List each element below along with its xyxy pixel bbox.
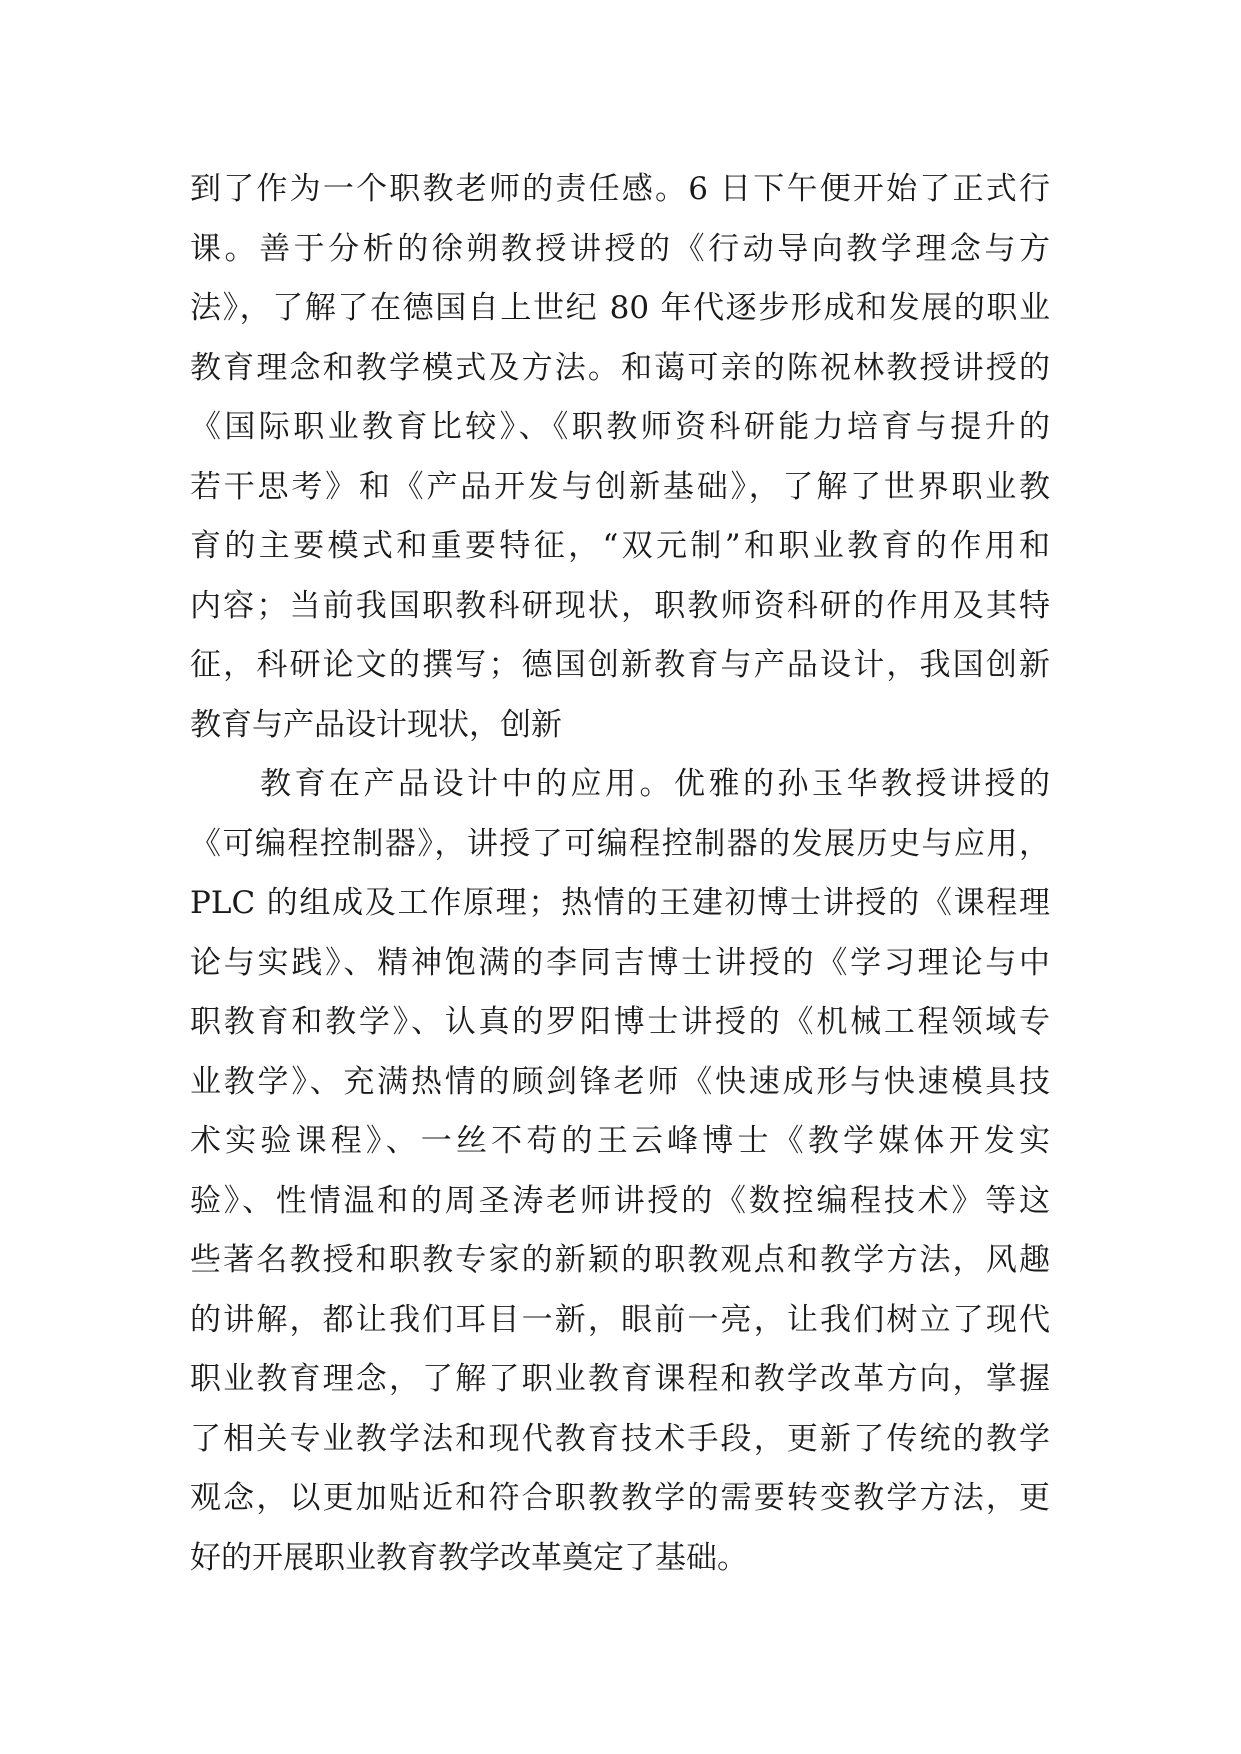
text-line: 验》、性情温和的周圣涛老师讲授的《数控编程技术》等这 — [190, 1182, 1050, 1219]
text-line: 职业教育理念，了解了职业教育课程和教学改革方向，掌握 — [190, 1361, 1050, 1397]
paragraph-2 — [190, 755, 1050, 1588]
text-line: 到了作为一个职教老师的责任感。6 日下午便开始了正式行 — [190, 171, 1050, 207]
text-line: 育的主要模式和重要特征，“双元制”和职业教育的作用和 — [190, 528, 1050, 564]
text-line: 好的开展职业教育教学改革奠定了基础。 — [190, 1539, 748, 1576]
text-line: 征，科研论文的撰写；德国创新教育与产品设计，我国创新 — [190, 647, 1050, 683]
text-line: 观念，以更加贴近和符合职教教学的需要转变教学方法，更 — [190, 1480, 1050, 1516]
text-line: 业教学》、充满热情的顾剑锋老师《快速成形与快速模具技 — [190, 1063, 1050, 1100]
text-line: 教育理念和教学模式及方法。和蔼可亲的陈祝林教授讲授的 — [190, 349, 1050, 386]
text-line: 职教育和教学》、认真的罗阳博士讲授的《机械工程领域专 — [190, 1004, 1050, 1040]
paragraph-1 — [190, 160, 1050, 755]
text-line: 教育在产品设计中的应用。优雅的孙玉华教授讲授的 — [260, 766, 1050, 802]
text-line: 了相关专业教学法和现代教育技术手段，更新了传统的教学 — [190, 1420, 1050, 1457]
text-line: 课。善于分析的徐朔教授讲授的《行动导向教学理念与方 — [190, 230, 1050, 267]
body-text — [190, 160, 1050, 1588]
text-line: 的讲解，都让我们耳目一新，眼前一亮，让我们树立了现代 — [190, 1301, 1050, 1338]
text-line: 术实验课程》、一丝不苟的王云峰博士《教学媒体开发实 — [190, 1123, 1050, 1159]
text-line: 些著名教授和职教专家的新颖的职教观点和教学方法，风趣 — [190, 1242, 1050, 1278]
text-line: 《可编程控制器》，讲授了可编程控制器的发展历史与应用， — [190, 825, 1050, 862]
text-line: 法》，了解了在德国自上世纪 80 年代逐步形成和发展的职业 — [190, 290, 1050, 326]
text-line: 若干思考》和《产品开发与创新基础》，了解了世界职业教 — [190, 468, 1050, 505]
text-line: PLC 的组成及工作原理；热情的王建初博士讲授的《课程理 — [190, 885, 1050, 921]
text-line: 内容；当前我国职教科研现状，职教师资科研的作用及其特 — [190, 587, 1050, 624]
text-line: 论与实践》、精神饱满的李同吉博士讲授的《学习理论与中 — [190, 944, 1050, 981]
text-line: 《国际职业教育比较》、《职教师资科研能力培育与提升的 — [190, 409, 1050, 445]
text-line: 教育与产品设计现状，创新 — [190, 706, 562, 743]
